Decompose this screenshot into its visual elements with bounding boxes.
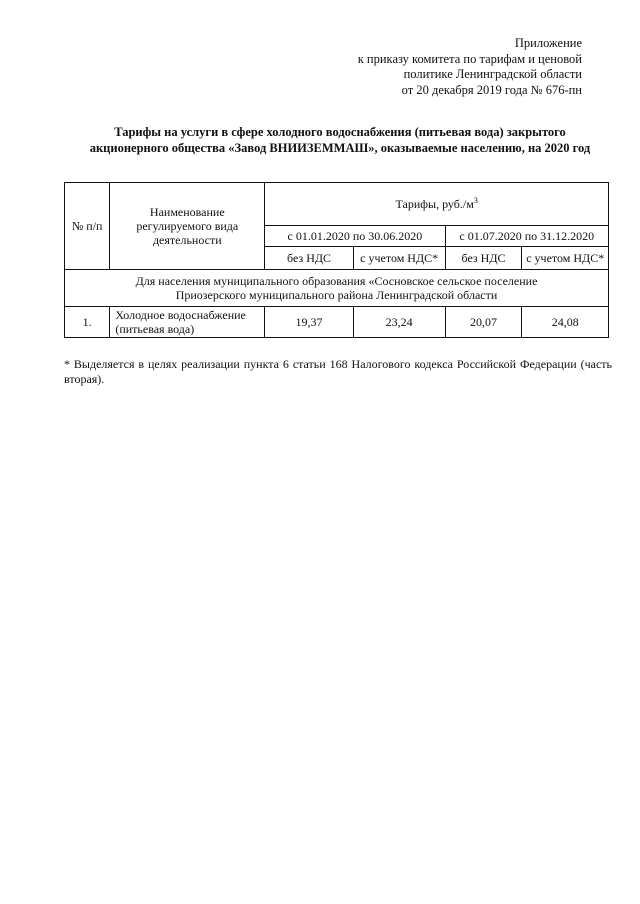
row-p1-without-vat: 19,37 (265, 307, 354, 338)
appendix-line: Приложение (514, 36, 582, 50)
header-with-vat: с учетом НДС* (522, 247, 609, 270)
appendix-block (282, 36, 582, 98)
row-p2-without-vat: 20,07 (445, 307, 522, 338)
document-title (60, 125, 620, 156)
row-p1-with-vat: 23,24 (353, 307, 445, 338)
title-line: акционерного общества «Завод ВНИИЗЕММАШ», оказываемые населению, на 2020 год (89, 140, 591, 155)
header-name (110, 183, 265, 270)
title-line: Тарифы на услуги в сфере холодного водоснабжения (питьевая вода) закрытого (114, 125, 566, 139)
footnote: * Выделяется в целях реализации пункта 6 статьи 168 Налогового кодекса Российской Федерации (часть вторая). (64, 357, 612, 386)
row-name-line: Холодное водоснабжение (115, 308, 246, 322)
group-row (65, 270, 609, 307)
appendix-line: к приказу комитета по тарифам и ценовой (357, 51, 582, 66)
row-num: 1. (65, 307, 110, 338)
header-period-2: с 01.07.2020 по 31.12.2020 (445, 226, 608, 247)
table-row (65, 307, 609, 338)
header-with-vat: с учетом НДС* (353, 247, 445, 270)
group-label (65, 270, 609, 307)
header-without-vat: без НДС (265, 247, 354, 270)
header-name-line: Наименование (149, 205, 225, 219)
appendix-line: политике Ленинградской области (403, 67, 582, 81)
tariffs-table (64, 182, 609, 338)
row-name (110, 307, 265, 338)
group-label-line: Приозерского муниципального района Ленинградской области (175, 288, 498, 302)
appendix-line: от 20 декабря 2019 года № 676-пн (401, 82, 582, 97)
header-name-line: деятельности (152, 233, 222, 247)
header-tariffs-label: Тарифы, руб./м (395, 197, 474, 211)
row-name-line: (питьевая вода) (115, 322, 195, 336)
table-header-row (65, 183, 609, 226)
header-name-line: регулируемого вида (136, 219, 239, 233)
header-tariffs-unit-sup: 3 (473, 196, 478, 205)
header-tariffs (265, 183, 609, 226)
header-num: № п/п (65, 183, 110, 270)
group-label-line: Для населения муниципального образования «Сосновское сельское поселение (135, 274, 538, 288)
row-p2-with-vat: 24,08 (522, 307, 609, 338)
header-period-1: с 01.01.2020 по 30.06.2020 (265, 226, 445, 247)
header-without-vat: без НДС (445, 247, 522, 270)
